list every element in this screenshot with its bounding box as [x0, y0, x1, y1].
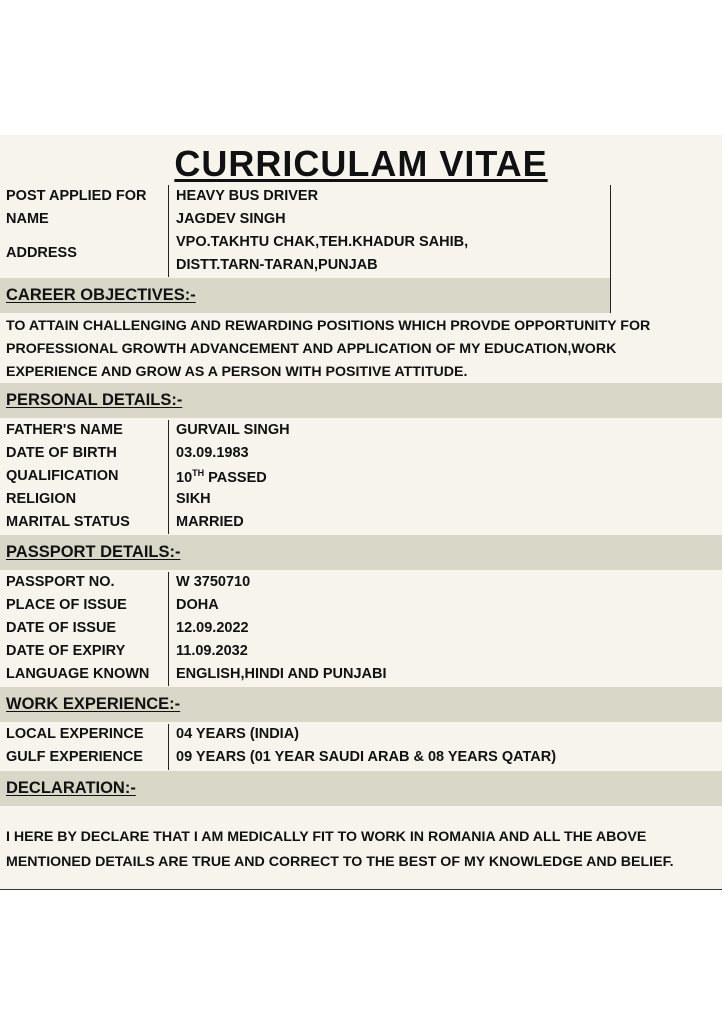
career-line-2: PROFESSIONAL GROWTH ADVANCEMENT AND APPLICATION OF MY EDUCATION,WORK [6, 341, 617, 357]
date-of-issue-value: 12.09.2022 [176, 620, 249, 636]
career-line-1: TO ATTAIN CHALLENGING AND REWARDING POSITIONS WHICH PROVDE OPPORTUNITY FOR [6, 318, 651, 334]
local-experience-label: LOCAL EXPERINCE [6, 726, 144, 742]
declaration-heading: DECLARATION:- [6, 779, 136, 797]
career-objectives-text [6, 315, 718, 384]
place-of-issue-label: PLACE OF ISSUE [6, 597, 127, 613]
fathers-name-value: GURVAIL SINGH [176, 422, 290, 438]
qualification-label: QUALIFICATION [6, 468, 119, 484]
date-of-expiry-value: 11.09.2032 [176, 643, 248, 659]
religion-value: SIKH [176, 491, 211, 507]
post-applied-label: POST APPLIED FOR [6, 188, 147, 204]
post-applied-value: HEAVY BUS DRIVER [176, 188, 319, 204]
column-divider [168, 420, 169, 534]
place-of-issue-value: DOHA [176, 597, 219, 613]
local-experience-value: 04 YEARS (INDIA) [176, 726, 300, 742]
gulf-experience-label: GULF EXPERIENCE [6, 749, 143, 765]
passport-details-heading: PASSPORT DETAILS:- [6, 543, 181, 561]
work-experience-heading: WORK EXPERIENCE:- [6, 695, 181, 713]
career-objectives-heading: CAREER OBJECTIVES:- [6, 286, 196, 304]
declaration-line-2: MENTIONED DETAILS ARE TRUE AND CORRECT TO THE BEST OF MY KNOWLEDGE AND BELIEF. [6, 854, 674, 870]
language-known-label: LANGUAGE KNOWN [6, 666, 150, 682]
dob-value: 03.09.1983 [176, 445, 249, 461]
address-line-2: DISTT.TARN-TARAN,PUNJAB [176, 257, 378, 273]
gulf-experience-value: 09 YEARS (01 YEAR SAUDI ARAB & 08 YEARS QATAR) [176, 749, 557, 765]
passport-no-value: W 3750710 [176, 574, 251, 590]
qualification-superscript: TH [192, 468, 205, 478]
fathers-name-label: FATHER'S NAME [6, 422, 123, 438]
religion-label: RELIGION [6, 491, 77, 507]
document-title: CURRICULAM VITAE [174, 143, 548, 184]
marital-status-label: MARITAL STATUS [6, 514, 130, 530]
language-known-value: ENGLISH,HINDI AND PUNJABI [176, 666, 387, 682]
column-divider [168, 185, 169, 277]
passport-no-label: PASSPORT NO. [6, 574, 115, 590]
address-label: ADDRESS [6, 245, 77, 261]
declaration-text [6, 825, 718, 875]
qualification-text: PASSED [204, 469, 267, 486]
qualification-number: 10 [176, 469, 193, 486]
address-line-1: VPO.TAKHTU CHAK,TEH.KHADUR SAHIB, [176, 234, 469, 250]
date-of-expiry-label: DATE OF EXPIRY [6, 643, 126, 659]
personal-details-heading: PERSONAL DETAILS:- [6, 391, 183, 409]
column-divider [168, 572, 169, 686]
qualification-value [176, 468, 267, 486]
cv-document [0, 135, 722, 890]
name-label: NAME [6, 211, 49, 227]
column-divider [168, 724, 169, 770]
name-value: JAGDEV SINGH [176, 211, 286, 227]
marital-status-value: MARRIED [176, 514, 244, 530]
dob-label: DATE OF BIRTH [6, 445, 117, 461]
career-line-3: EXPERIENCE AND GROW AS A PERSON WITH POSITIVE ATTITUDE. [6, 364, 468, 380]
right-border [610, 185, 611, 313]
declaration-line-1: I HERE BY DECLARE THAT I AM MEDICALLY FIT TO WORK IN ROMANIA AND ALL THE ABOVE [6, 829, 647, 845]
date-of-issue-label: DATE OF ISSUE [6, 620, 117, 636]
